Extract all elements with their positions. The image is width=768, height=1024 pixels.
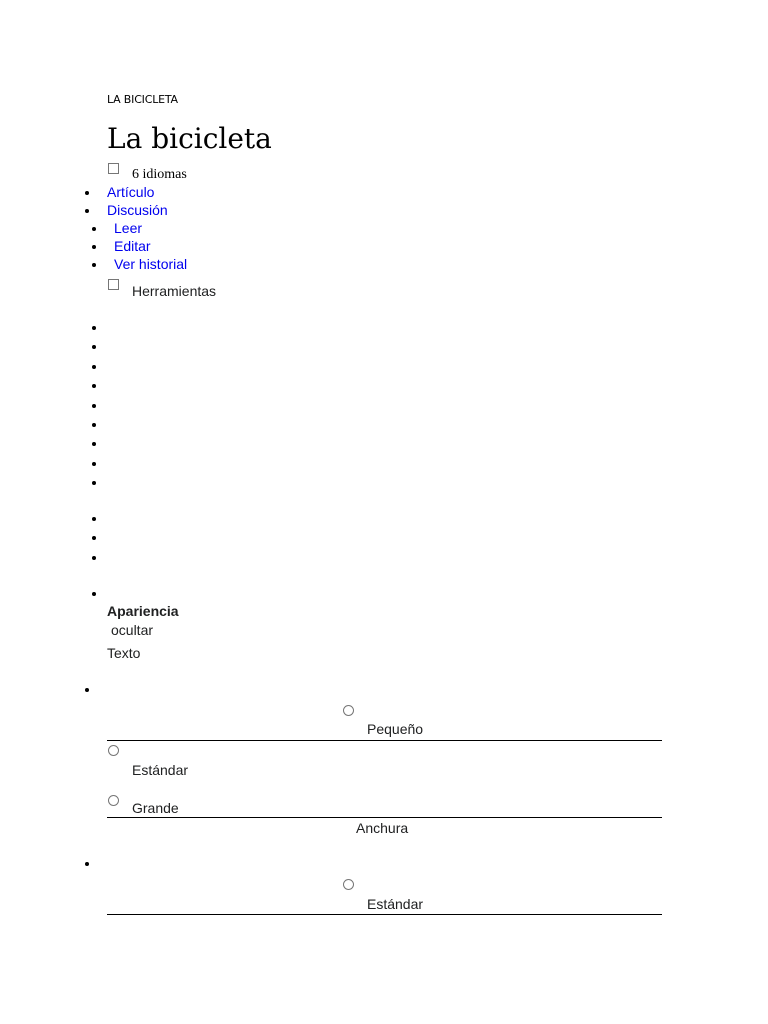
languages-label[interactable]: 6 idiomas xyxy=(132,167,187,182)
bullet-icon xyxy=(92,263,96,267)
divider xyxy=(107,817,662,818)
divider xyxy=(107,914,662,915)
bullet-icon xyxy=(92,345,96,349)
appearance-title: Apariencia xyxy=(107,603,179,619)
text-small-radio[interactable] xyxy=(343,705,354,716)
bullet-icon xyxy=(92,365,96,369)
bullet-icon xyxy=(92,423,96,427)
bullet-icon xyxy=(92,556,96,560)
tab-read[interactable]: Leer xyxy=(114,220,143,236)
bullet-icon xyxy=(92,245,96,249)
text-section-label: Texto xyxy=(107,645,141,661)
width-standard-label[interactable]: Estándar xyxy=(367,896,424,912)
divider xyxy=(107,740,662,741)
bullet-icon xyxy=(92,462,96,466)
width-section-label: Anchura xyxy=(356,820,409,836)
bullet-icon xyxy=(85,209,89,213)
bullet-icon xyxy=(92,384,96,388)
bullet-icon xyxy=(92,227,96,231)
bullet-icon xyxy=(85,862,89,866)
tools-checkbox[interactable] xyxy=(108,279,119,290)
text-large-label[interactable]: Grande xyxy=(132,800,179,816)
site-name: LA BICICLETA xyxy=(107,93,178,106)
tab-discussion[interactable]: Discusión xyxy=(107,202,168,218)
text-standard-label[interactable]: Estándar xyxy=(132,762,189,778)
page-title: La bicicleta xyxy=(107,122,272,155)
bullet-icon xyxy=(85,688,89,692)
appearance-hide-button[interactable]: ocultar xyxy=(111,622,154,638)
bullet-icon xyxy=(85,191,89,195)
text-standard-radio[interactable] xyxy=(108,745,119,756)
bullet-icon xyxy=(92,404,96,408)
tab-article[interactable]: Artículo xyxy=(107,184,155,200)
width-standard-radio[interactable] xyxy=(343,879,354,890)
bullet-icon xyxy=(92,536,96,540)
bullet-icon xyxy=(92,481,96,485)
tab-edit[interactable]: Editar xyxy=(114,238,151,254)
text-small-label[interactable]: Pequeño xyxy=(367,721,424,737)
bullet-icon xyxy=(92,442,96,446)
bullet-icon xyxy=(92,326,96,330)
bullet-icon xyxy=(92,592,96,596)
text-large-radio[interactable] xyxy=(108,795,119,806)
languages-checkbox[interactable] xyxy=(108,163,119,174)
bullet-icon xyxy=(92,517,96,521)
tools-label[interactable]: Herramientas xyxy=(132,283,217,299)
tab-history[interactable]: Ver historial xyxy=(114,256,188,272)
